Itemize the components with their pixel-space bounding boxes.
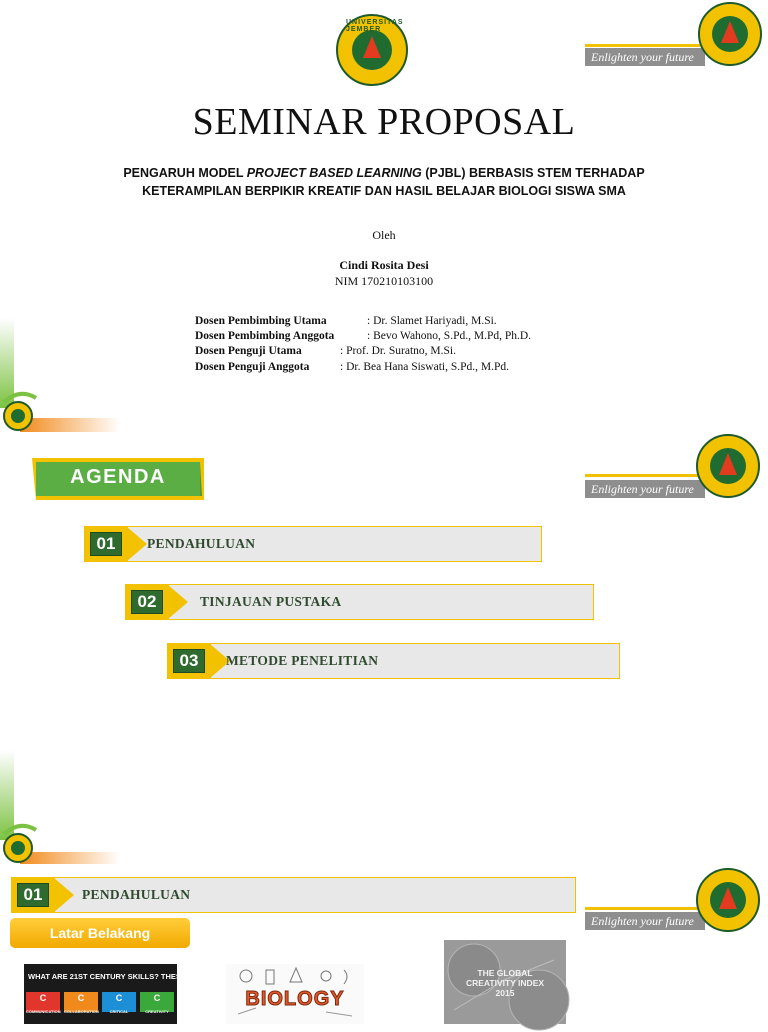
agenda-item-label: PENDAHULUAN xyxy=(147,536,256,551)
banner-tagline: Enlighten your future xyxy=(585,48,705,66)
c-letter: C xyxy=(77,993,85,1003)
c-word: COMMUNICATION xyxy=(26,1009,61,1014)
c-box xyxy=(140,992,174,1012)
c-box xyxy=(102,992,136,1028)
supervisor-row xyxy=(195,330,531,342)
supervisor-role: Dosen Penguji Anggota xyxy=(195,361,310,373)
section-label: PENDAHULUAN xyxy=(82,887,191,902)
subtitle-prefix: PENGARUH MODEL xyxy=(123,166,247,180)
banner-line xyxy=(585,44,700,47)
logo-text: UNIVERSITAS JEMBER xyxy=(346,19,404,33)
chevron-right-icon xyxy=(127,527,147,561)
supervisor-role: Dosen Penguji Utama xyxy=(195,345,302,357)
banner-logo xyxy=(696,868,760,932)
subtitle-italic: PROJECT BASED LEARNING xyxy=(246,166,422,180)
banner-line xyxy=(585,474,700,477)
supervisor-row xyxy=(195,361,509,373)
oleh-label: Oleh xyxy=(372,228,396,242)
agenda-item-label: METODE PENELITIAN xyxy=(226,653,379,668)
supervisor-name: : Dr. Bea Hana Siswati, S.Pd., M.Pd. xyxy=(340,361,509,373)
agenda-number-box xyxy=(84,526,128,562)
section-number-box xyxy=(11,877,55,913)
slide-title xyxy=(0,0,768,432)
agenda-item-bar[interactable] xyxy=(126,584,594,620)
author-nim: NIM 170210103100 xyxy=(334,274,434,288)
four-cs-heading: WHAT ARE 21ST CENTURY SKILLS? THESE 4 C's: xyxy=(28,972,209,981)
creativity-index-title xyxy=(444,968,566,998)
c-letter: C xyxy=(39,993,47,1003)
supervisor-role: Dosen Pembimbing Anggota xyxy=(195,330,335,342)
subtitle-line2: KETERAMPILAN BERPIKIR KREATIF DAN HASIL BELAJAR BIOLOGI SISWA SMA xyxy=(142,184,626,198)
c-box xyxy=(26,992,60,1012)
agenda-number: 02 xyxy=(131,590,163,614)
supervisor-name: : Bevo Wahono, S.Pd., M.Pd, Ph.D. xyxy=(367,330,532,342)
university-logo xyxy=(336,14,408,86)
corner-leaf-icon xyxy=(0,750,130,868)
c-letter: C xyxy=(115,993,123,1003)
biology-image xyxy=(226,964,364,1024)
banner-tagline: Enlighten your future xyxy=(585,912,705,930)
agenda-number-box xyxy=(125,584,169,620)
supervisor-role: Dosen Pembimbing Utama xyxy=(195,315,327,327)
agenda-number-box xyxy=(167,643,211,679)
creativity-line3: 2015 xyxy=(495,988,515,998)
author-name: Cindi Rosita Desi xyxy=(339,258,429,272)
chevron-right-icon xyxy=(168,585,188,619)
banner-logo xyxy=(698,2,762,66)
agenda-number: 03 xyxy=(173,649,205,673)
supervisor-name: : Prof. Dr. Suratno, M.Si. xyxy=(340,345,456,357)
agenda-item-label: TINJAUAN PUSTAKA xyxy=(200,594,342,609)
agenda-title: AGENDA xyxy=(70,466,166,488)
creativity-line1: THE GLOBAL xyxy=(477,968,533,978)
proposal-subtitle xyxy=(60,164,708,200)
banner-tagline: Enlighten your future xyxy=(585,480,705,498)
c-letter: C xyxy=(153,993,161,1003)
creativity-line2: CREATIVITY INDEX xyxy=(465,978,545,988)
latar-belakang-button[interactable]: Latar Belakang xyxy=(10,918,190,948)
c-word: CRITICAL THINKING xyxy=(109,1009,129,1028)
four-cs-image xyxy=(24,964,209,1028)
supervisor-row xyxy=(195,315,497,327)
banner-logo xyxy=(696,434,760,498)
agenda-number: 01 xyxy=(90,532,122,556)
creativity-index-image xyxy=(444,940,566,1024)
subtitle-mid: (PJBL) BERBASIS STEM TERHADAP xyxy=(421,166,645,180)
c-word: CREATIVITY xyxy=(145,1009,169,1014)
slide-title-heading: SEMINAR PROPOSAL xyxy=(192,101,576,143)
banner-line xyxy=(585,907,700,910)
supervisor-name: : Dr. Slamet Hariyadi, M.Si. xyxy=(367,315,497,327)
chevron-right-icon xyxy=(54,878,74,912)
c-word: COLLABORATION xyxy=(64,1009,99,1014)
c-box xyxy=(64,992,98,1012)
biology-word: BIOLOGY xyxy=(245,988,345,1010)
section-number: 01 xyxy=(17,883,49,907)
corner-leaf-icon xyxy=(0,318,130,432)
supervisor-row xyxy=(195,345,456,357)
